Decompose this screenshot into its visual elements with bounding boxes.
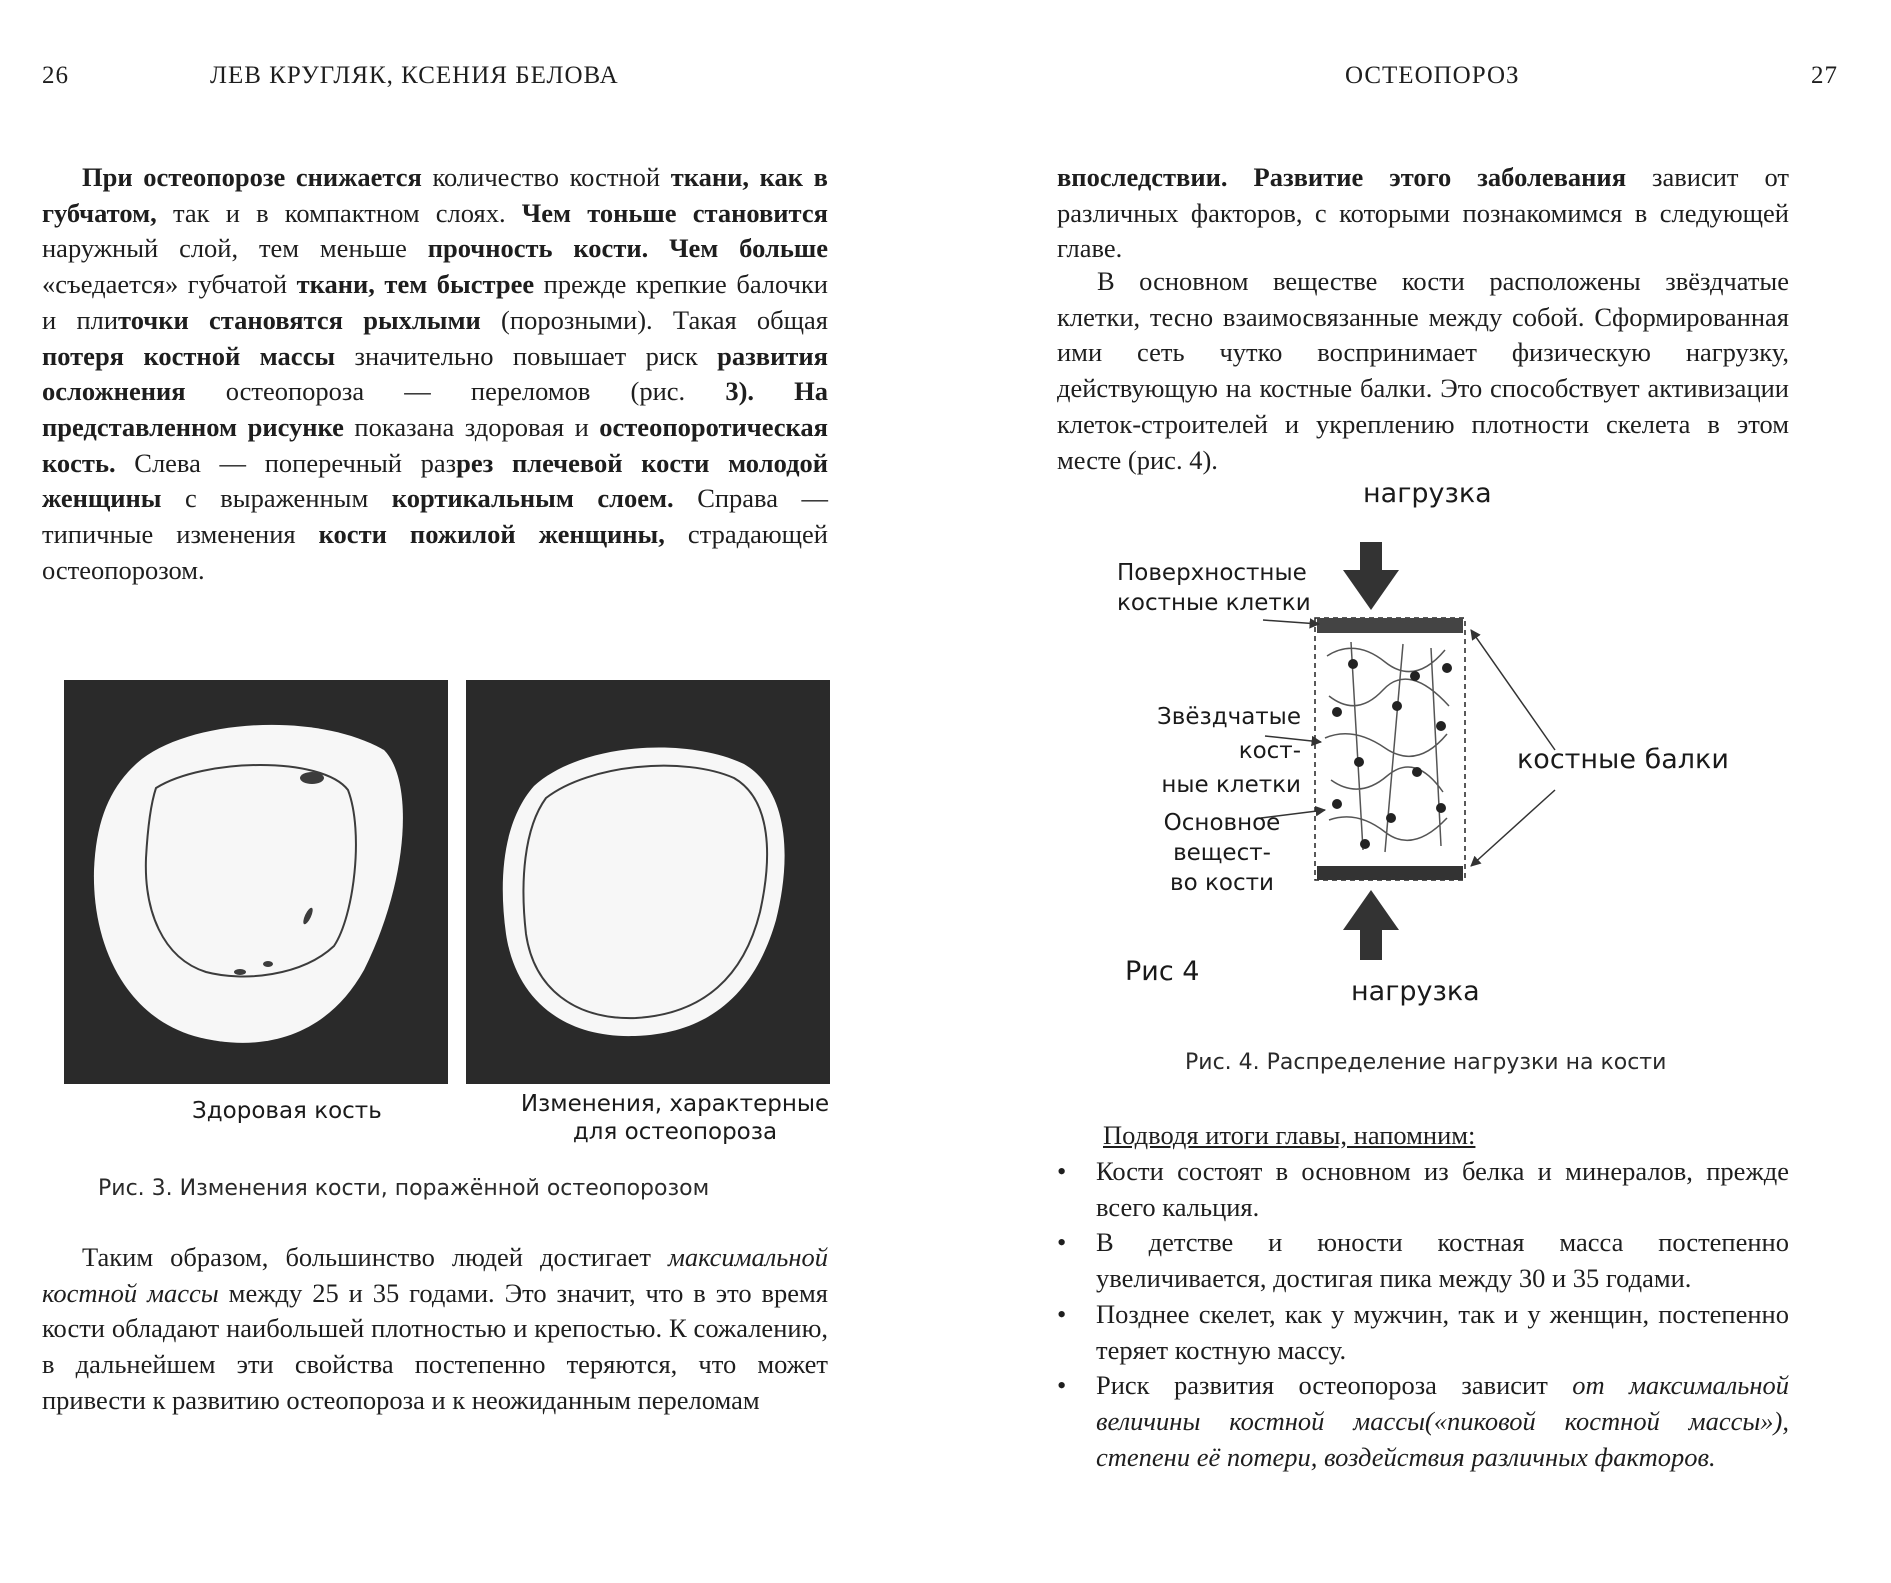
- paragraph-osteoporosis-intro-segment: прежде крепкие балочки и пли: [42, 269, 828, 335]
- fig3-label-osteoporotic-line2: для остеопороза: [572, 1119, 778, 1145]
- summary-item-segment: В детстве и юности костная масса постепенно увеличивается, достигая пика между 30 и 35 годами.: [1096, 1227, 1789, 1294]
- fig4-surface-cells-label: [1117, 558, 1311, 618]
- fig4-bone-matrix-label: [1113, 808, 1331, 898]
- paragraph-osteoporosis-intro-segment: рез плечевой кости молодой женщины: [42, 447, 828, 514]
- paragraph-peak-bone-mass: [42, 1240, 828, 1419]
- fig4-load-bottom-label: нагрузка: [1351, 976, 1480, 1007]
- fig3-caption: Рис. 3. Изменения кости, поражённой остеопорозом: [98, 1176, 710, 1201]
- paragraph-osteoporosis-intro-segment: с выраженным: [161, 483, 392, 514]
- paragraph-osteoporosis-intro-segment: прочность кости. Чем больше: [427, 233, 828, 264]
- fig4-surface-cells-line2: костные клетки: [1117, 590, 1311, 616]
- running-header-left: ЛЕВ КРУГЛЯК, КСЕНИЯ БЕЛОВА: [210, 62, 619, 89]
- paragraph-osteoporosis-intro-segment: 3). На представленном рисунке: [42, 376, 829, 442]
- paragraph-osteoporosis-intro-segment: количество костной: [421, 162, 671, 192]
- summary-list-item: [1051, 1368, 1789, 1475]
- fig4-load-top-label: нагрузка: [1363, 478, 1492, 509]
- paragraph-osteoporosis-intro-segment: показана здоровая и: [343, 411, 600, 442]
- right-page: [945, 0, 1891, 1583]
- fig4-stellate-cells-line1: Звёздчатые кост-: [1157, 704, 1301, 764]
- summary-item-segment: от максимальной величины костной массы(«пиковой костной массы»), степени её потери, воздействия различных факторов.: [1096, 1370, 1790, 1472]
- paragraph-osteoporosis-intro-segment: кости пожилой женщины,: [318, 519, 665, 550]
- fig4-bone-matrix-line1: Основное вещест-: [1163, 810, 1281, 866]
- paragraph-osteoporosis-intro-segment: Слева — поперечный раз: [115, 447, 457, 478]
- paragraph-osteoporosis-intro-segment: Справа — типичные изменения: [42, 483, 828, 550]
- paragraph-osteoporosis-intro-segment: (порозными). Такая общая: [480, 304, 829, 335]
- paragraph-osteoporosis-intro-segment: наружный слой, тем меньше: [42, 233, 428, 264]
- paragraph-osteoporosis-intro: [42, 160, 828, 588]
- bullet-icon: •: [1057, 1156, 1067, 1186]
- summary-item-segment: Кости состоят в основном из белка и минералов, прежде всего кальция.: [1096, 1156, 1789, 1222]
- paragraph-osteoporosis-intro-segment: точки становятся рыхлыми: [118, 304, 481, 335]
- paragraph-peak-bone-mass-segment: максимальной костной массы: [42, 1242, 828, 1308]
- bullet-icon: •: [1057, 1370, 1067, 1401]
- running-header-right: ОСТЕОПОРОЗ: [1345, 62, 1520, 89]
- paragraph-continuation-segment: впоследствии. Развитие этого заболевания: [1057, 162, 1627, 192]
- paragraph-osteoporosis-intro-segment: остеопороза — переломов (рис.: [185, 376, 726, 407]
- paragraph-osteoporosis-intro-segment: кортикальным слоем.: [391, 483, 674, 514]
- page-number-left: 26: [42, 62, 69, 89]
- paragraph-peak-bone-mass-segment: между 25 и 35 годами. Это значит, что в это время кости обладают наибольшей плотностью и крепостью. К сожалению, в дальнейшем эти свойства постепенно теряются, что может привести к развитию остеопороза и к неожиданным переломам: [42, 1277, 828, 1415]
- summary-list: [1051, 1154, 1789, 1475]
- fig4-trabeculae-label: костные балки: [1517, 744, 1729, 775]
- summary-item-segment: Риск развития остеопороза зависит: [1096, 1370, 1573, 1401]
- summary-title: Подводя итоги главы, напомним:: [1103, 1120, 1476, 1150]
- summary-list-item: [1051, 1297, 1789, 1368]
- summary-list-item: [1051, 1225, 1789, 1296]
- fig4-stellate-cells-label: [1133, 700, 1301, 802]
- fig4-bone-matrix-line2: во кости: [1170, 870, 1274, 896]
- paragraph-osteoporosis-intro-segment: При остеопорозе снижается: [82, 162, 422, 192]
- fig4-caption: Рис. 4. Распределение нагрузки на кости: [1185, 1050, 1667, 1075]
- paragraph-osteoporosis-intro-segment: ткани, тем быстрее: [296, 269, 535, 300]
- paragraph-osteoporosis-intro-segment: «съедается» губчатой: [42, 269, 297, 300]
- load-arrow-top-icon: [1343, 542, 1399, 610]
- paragraph-osteoporosis-intro-segment: развития осложнения: [42, 340, 829, 407]
- fig3-label-healthy: Здоровая кость: [192, 1098, 382, 1124]
- paragraph-continuation: [1057, 160, 1789, 267]
- paragraph-osteoporosis-intro-segment: остеопоротическая кость.: [42, 411, 829, 478]
- paragraph-osteoporosis-intro-segment: Чем тоньше становится: [521, 197, 828, 228]
- summary-item-segment: Позднее скелет, как у мужчин, так и у женщин, постепенно теряет костную массу.: [1096, 1298, 1789, 1365]
- paragraph-osteoporosis-intro-segment: потеря костной массы: [42, 340, 336, 371]
- fig4-surface-cells-line1: Поверхностные: [1117, 560, 1307, 586]
- bullet-icon: •: [1057, 1227, 1067, 1258]
- fig3-label-osteoporotic: [510, 1090, 840, 1146]
- fig4-stellate-cells-line2: ные клетки: [1161, 772, 1301, 798]
- paragraph-osteoporosis-intro-segment: так и в компактном слоях.: [156, 197, 522, 228]
- summary-list-item: [1051, 1154, 1789, 1225]
- paragraph-osteoporosis-intro-segment: значительно повышает риск: [335, 340, 718, 371]
- bone-trabecula-block: [1315, 618, 1465, 880]
- fig3-label-osteoporotic-line1: Изменения, характерные: [520, 1091, 830, 1117]
- paragraph-stellate-cells: [1057, 264, 1789, 478]
- paragraph-stellate-cells-segment: В основном веществе кости расположены звёздчатые клетки, тесно взаимосвязанные между собой. Сформированная ими сеть чутко воспринимает физическую нагрузку, действующую на костные балки. Это способствует активизации клеток-строителей и укреплению плотности скелета в этом месте (рис. 4).: [1057, 266, 1789, 475]
- paragraph-continuation-segment: зависит от различных факторов, с которыми познакомимся в следующей главе.: [1057, 162, 1789, 264]
- paragraph-peak-bone-mass-segment: Таким образом, большинство людей достигает: [82, 1242, 669, 1272]
- load-arrow-bottom-icon: [1343, 890, 1399, 960]
- paragraph-osteoporosis-intro-segment: страдающей остеопорозом.: [42, 519, 828, 585]
- fig4-figure-label: Рис 4: [1125, 956, 1200, 987]
- page-number-right: 27: [1811, 62, 1838, 89]
- paragraph-osteoporosis-intro-segment: ткани, как в губчатом,: [42, 162, 828, 228]
- bullet-icon: •: [1057, 1298, 1067, 1329]
- left-page: [0, 0, 945, 1583]
- figure-3-bone-cross-sections: [64, 680, 830, 1084]
